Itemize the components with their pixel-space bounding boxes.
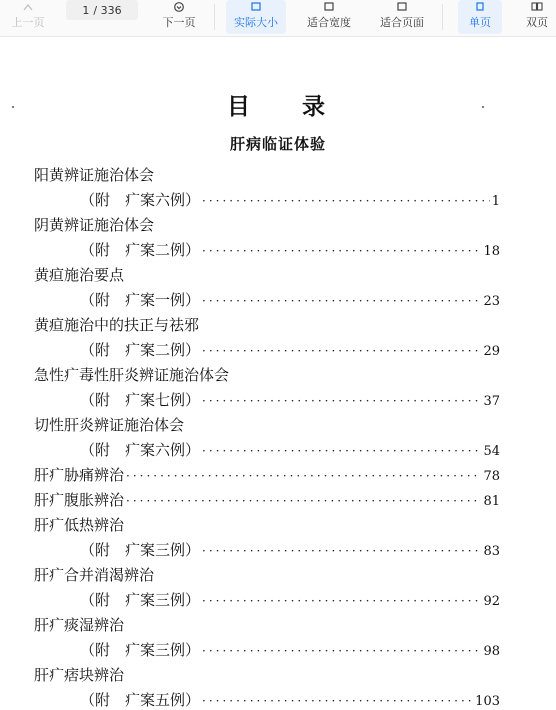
- toc-entry-with-page: [80, 689, 500, 710]
- toc-entry-label: 肝疒痞块辨治: [34, 666, 125, 684]
- toc-entry-heading: [34, 614, 124, 635]
- actual-size-label: 实际大小: [234, 16, 278, 29]
- chevron-down-circle-icon: [173, 2, 185, 12]
- double-page-label: 双页: [526, 16, 548, 29]
- toc-page-number: 54: [483, 444, 500, 459]
- toc-entry-with-page: [80, 289, 500, 310]
- toc-entry-with-page: [80, 439, 500, 460]
- actual-size-button[interactable]: [226, 0, 286, 34]
- next-page-button[interactable]: [156, 0, 202, 34]
- toc-title: 目 录: [226, 93, 347, 120]
- toc-entry-heading: [34, 264, 124, 285]
- fit-width-button[interactable]: [298, 0, 360, 34]
- toc-entry-with-page: [80, 639, 500, 660]
- single-page-icon: [474, 2, 486, 12]
- toc-entry-heading: [34, 314, 199, 335]
- toc-entry-label: （附 疒案三例）: [80, 591, 201, 609]
- toc-page-number: 78: [483, 469, 500, 484]
- toc-entry-label: 肝疒痰湿辨治: [34, 616, 125, 634]
- fit-width-icon: [323, 2, 335, 12]
- toc-leader-dots: [202, 644, 481, 658]
- toc-page-number: 23: [483, 294, 500, 309]
- toc-leader-dots: [126, 494, 481, 508]
- toc-entry-label: 肝疒合并消渴辨治: [34, 566, 155, 584]
- toc-page-number: 18: [483, 244, 500, 259]
- toc-entry-label: （附 疒案七例）: [80, 391, 201, 409]
- toc-entry-label: （附 疒案一例）: [80, 291, 201, 309]
- toc-entry-label: （附 疒案五例）: [80, 691, 201, 709]
- toc-entry-with-page: [80, 539, 500, 560]
- toc-leader-dots: [126, 469, 481, 483]
- toc-leader-dots: [202, 344, 481, 358]
- toc-entry-label: （附 疒案六例）: [80, 441, 201, 459]
- actual-size-icon: [250, 2, 262, 12]
- toc-entry-with-page: [80, 589, 500, 610]
- prev-page-label: 上一页: [11, 16, 45, 29]
- toc-entry-heading: [34, 364, 229, 385]
- fit-width-label: 适合宽度: [307, 16, 351, 29]
- toc-entry-label: （附 疒案三例）: [80, 641, 201, 659]
- double-page-icon: [531, 2, 543, 12]
- toolbar-divider: [442, 4, 443, 30]
- toc-leader-dots: [202, 544, 481, 558]
- toc-leader-dots: [202, 594, 481, 608]
- toc-leader-dots: [202, 394, 481, 408]
- toc-entry-label: （附 疒案三例）: [80, 541, 201, 559]
- toc-entry-with-page: [34, 489, 500, 510]
- toc-entry-with-page: [34, 464, 500, 485]
- fit-page-label: 适合页面: [380, 16, 424, 29]
- toc-page-number: 83: [483, 544, 500, 559]
- toc-leader-dots: [202, 444, 481, 458]
- toc-entry-heading: [34, 564, 154, 585]
- toc-leader-dots: [202, 244, 481, 258]
- toc-entry-with-page: [80, 189, 500, 210]
- toc-entry-label: 肝疒胁痛辨治: [34, 466, 125, 484]
- toc-entry-label: （附 疒案二例）: [80, 341, 201, 359]
- toc-entry-with-page: [80, 239, 500, 260]
- toc-entry-heading: [34, 514, 124, 535]
- next-page-label: 下一页: [162, 16, 196, 29]
- toc-entry-label: （附 疒案六例）: [80, 191, 201, 209]
- toc-entry-label: 黄疸施治要点: [34, 266, 125, 284]
- toc-entry-heading: [34, 414, 184, 435]
- toc-leader-dots: [202, 694, 473, 708]
- toc-page-number: 37: [483, 394, 500, 409]
- toc-entry-label: 急性疒毒性肝炎辨证施治体会: [34, 366, 230, 384]
- page-total: / 336: [93, 3, 122, 17]
- toc-entry-label: 阳黄辨证施治体会: [34, 166, 155, 184]
- toc-entry-label: 肝疒低热辨治: [34, 516, 125, 534]
- toc-page-number: 1: [491, 194, 500, 209]
- single-page-button[interactable]: [458, 0, 502, 34]
- toc-entry-heading: [34, 164, 154, 185]
- toc-page-number: 29: [483, 344, 500, 359]
- section-heading: 肝病临证体验: [229, 135, 326, 153]
- toc-page-number: 92: [483, 594, 500, 609]
- page-current-input[interactable]: 1: [82, 3, 90, 17]
- double-page-button[interactable]: [518, 0, 556, 34]
- fit-page-icon: [396, 2, 408, 12]
- toolbar-divider: [214, 4, 215, 30]
- toc-entry-with-page: [80, 339, 500, 360]
- toc-entry-label: 阴黄辨证施治体会: [34, 216, 155, 234]
- toc-page-number: 103: [475, 694, 500, 709]
- prev-page-button[interactable]: [8, 0, 48, 34]
- toc-page-number: 98: [483, 644, 500, 659]
- toc-entry-label: 肝疒腹胀辨治: [34, 491, 125, 509]
- toc-entry-label: （附 疒案二例）: [80, 241, 201, 259]
- toc-page-number: 81: [483, 494, 500, 509]
- fit-page-button[interactable]: [372, 0, 432, 34]
- document-page: [0, 36, 556, 708]
- toc-entry-heading: [34, 664, 124, 685]
- toc-leader-dots: [202, 194, 490, 208]
- toc-entry-label: 切性肝炎辨证施治体会: [34, 416, 185, 434]
- pdf-toolbar: [0, 0, 556, 37]
- single-page-label: 单页: [469, 16, 491, 29]
- toc-leader-dots: [202, 294, 481, 308]
- toc-entry-label: 黄疸施治中的扶正与祛邪: [34, 316, 200, 334]
- chevron-up-icon: [22, 2, 34, 12]
- toc-entry-heading: [34, 214, 154, 235]
- page-indicator[interactable]: [66, 0, 138, 20]
- toc-entry-with-page: [80, 389, 500, 410]
